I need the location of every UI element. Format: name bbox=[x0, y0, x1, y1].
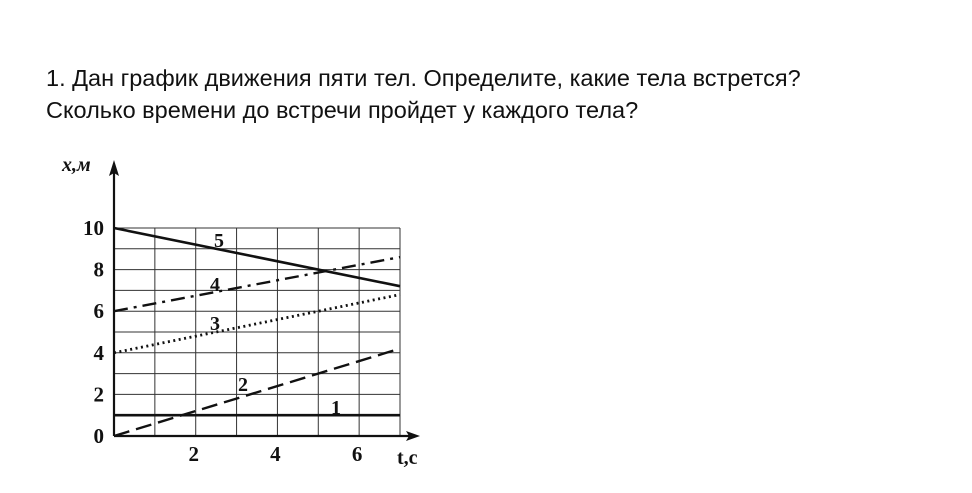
chart-tick-labels bbox=[83, 216, 362, 466]
x-tick-label: 2 bbox=[188, 442, 199, 466]
series-line-5 bbox=[114, 228, 400, 286]
y-tick-label: 6 bbox=[93, 299, 104, 324]
chart-grid bbox=[114, 228, 400, 436]
x-tick-label: 6 bbox=[351, 442, 363, 466]
y-tick-label: 10 bbox=[83, 216, 104, 240]
series-line-3 bbox=[114, 295, 400, 353]
y-tick-label: 2 bbox=[93, 382, 104, 407]
x-tick-label: 4 bbox=[270, 442, 281, 466]
x-axis-label: t,c bbox=[397, 447, 418, 469]
y-tick-label: 8 bbox=[93, 257, 104, 282]
series-label-3: 3 bbox=[210, 313, 220, 335]
y-tick-label: 4 bbox=[93, 340, 104, 365]
series-label-5: 5 bbox=[214, 230, 224, 252]
series-label-4: 4 bbox=[210, 274, 220, 296]
question-line-1: 1. Дан график движения пяти тел. Определите, какие тела встрется? bbox=[46, 65, 801, 91]
chart-series-labels bbox=[210, 230, 341, 419]
series-label-2: 2 bbox=[238, 374, 248, 396]
series-label-1: 1 bbox=[331, 397, 341, 419]
question-line-2: Сколько времени до встречи пройдет у каждого тела? bbox=[46, 97, 639, 123]
y-axis-label: x,м bbox=[62, 154, 91, 176]
series-line-2 bbox=[114, 349, 400, 436]
y-tick-label: 0 bbox=[93, 424, 104, 448]
